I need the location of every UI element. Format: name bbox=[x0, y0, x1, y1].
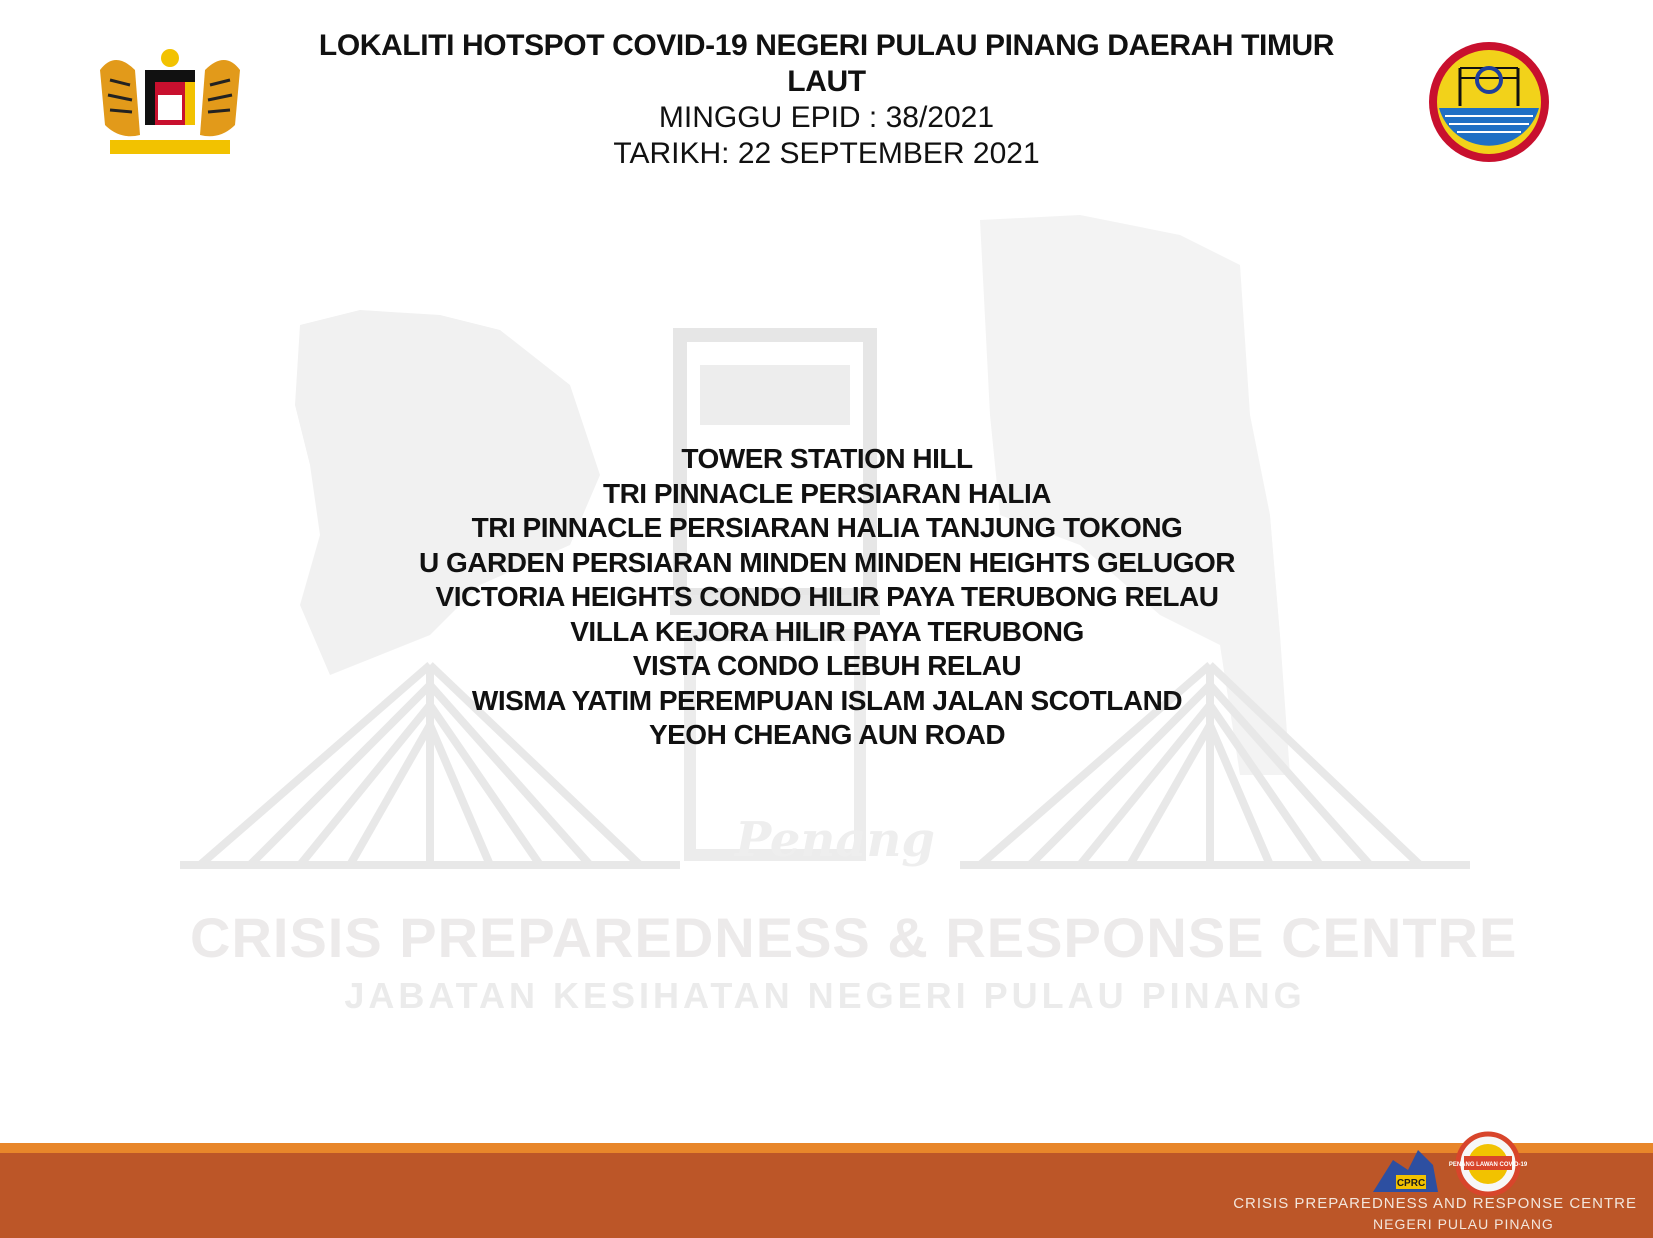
list-item: TRI PINNACLE PERSIARAN HALIA TANJUNG TOKONG bbox=[471, 512, 1183, 543]
watermark-penang-script: Penang bbox=[735, 812, 935, 868]
jkn-penang-emblem-icon bbox=[1425, 38, 1553, 166]
list-item: WISMA YATIM PEREMPUAN ISLAM JALAN SCOTLAND bbox=[471, 684, 1183, 716]
header bbox=[290, 28, 1363, 172]
list-item: TOWER STATION HILL bbox=[681, 443, 973, 474]
page-title: LOKALITI HOTSPOT COVID-19 NEGERI PULAU PINANG DAERAH TIMUR LAUT bbox=[318, 29, 1335, 98]
svg-text:CPRC: CPRC bbox=[1396, 1178, 1426, 1189]
list-item: VILLA KEJORA HILIR PAYA TERUBONG bbox=[570, 615, 1084, 647]
footer-org-state: NEGERI PULAU PINANG bbox=[1373, 1216, 1554, 1232]
list-item: TRI PINNACLE PERSIARAN HALIA bbox=[602, 477, 1051, 509]
report-date: TARIKH: 22 SEPTEMBER 2021 bbox=[613, 137, 1040, 170]
cprc-logo-icon bbox=[1368, 1130, 1538, 1200]
list-item: YEOH CHEANG AUN ROAD bbox=[648, 719, 1006, 750]
svg-text:PENANG LAWAN COVID-19: PENANG LAWAN COVID-19 bbox=[1448, 1162, 1528, 1168]
epid-week: MINGGU EPID : 38/2021 bbox=[658, 101, 995, 134]
watermark-cprc-text: CRISIS PREPAREDNESS & RESPONSE CENTRE bbox=[190, 906, 1518, 969]
malaysia-coat-of-arms-icon bbox=[90, 40, 250, 165]
footer-org-name: CRISIS PREPAREDNESS AND RESPONSE CENTRE bbox=[1233, 1195, 1637, 1212]
hotspot-locality-list bbox=[327, 442, 1327, 753]
list-item: U GARDEN PERSIARAN MINDEN MINDEN HEIGHTS GELUGOR bbox=[418, 546, 1236, 578]
list-item: VICTORIA HEIGHTS CONDO HILIR PAYA TERUBONG RELAU bbox=[435, 581, 1219, 612]
watermark-jkn-text: JABATAN KESIHATAN NEGERI PULAU PINANG bbox=[344, 975, 1306, 1016]
list-item: VISTA CONDO LEBUH RELAU bbox=[632, 650, 1022, 681]
